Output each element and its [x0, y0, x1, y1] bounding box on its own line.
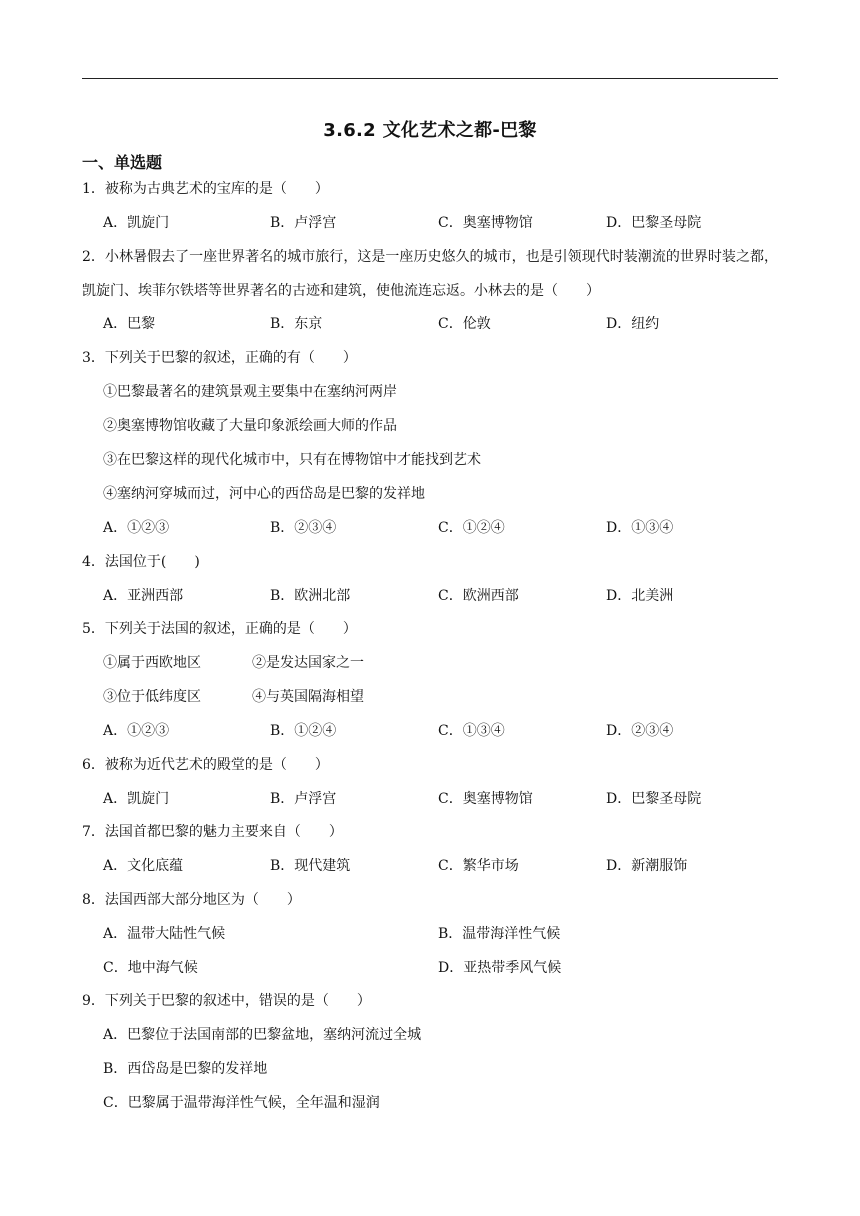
page-title: 3.6.2 文化艺术之都-巴黎	[323, 120, 537, 141]
q5-statement-2: ②是发达国家之一	[252, 655, 364, 671]
q4-option-c[interactable]: C．欧洲西部	[438, 588, 519, 604]
q5-option-b[interactable]: B．①②④	[270, 723, 337, 739]
q9-option-b[interactable]: B．西岱岛是巴黎的发祥地	[103, 1061, 268, 1077]
q1-option-b[interactable]: B．卢浮宫	[270, 215, 337, 231]
q2-option-d[interactable]: D．纽约	[606, 316, 660, 332]
question-4-stem: 4．法国位于( )	[82, 554, 200, 570]
q1-option-d[interactable]: D．巴黎圣母院	[606, 215, 702, 231]
q5-option-d[interactable]: D．②③④	[606, 723, 674, 739]
q7-option-b[interactable]: B．现代建筑	[270, 858, 351, 874]
q5-statement-4: ④与英国隔海相望	[252, 689, 364, 705]
q3-option-a[interactable]: A．①②③	[103, 520, 170, 536]
q1-option-a[interactable]: A．凯旋门	[103, 215, 170, 231]
q8-option-a[interactable]: A．温带大陆性气候	[103, 926, 226, 942]
question-8-stem: 8．法国西部大部分地区为（ ）	[82, 892, 301, 908]
q4-option-a[interactable]: A．亚洲西部	[103, 588, 184, 604]
q3-option-c[interactable]: C．①②④	[438, 520, 505, 536]
question-9-stem: 9．下列关于巴黎的叙述中，错误的是（ ）	[82, 993, 371, 1009]
q3-option-d[interactable]: D．①③④	[606, 520, 674, 536]
q8-option-d[interactable]: D．亚热带季风气候	[438, 960, 562, 976]
q6-option-c[interactable]: C．奥塞博物馆	[438, 791, 533, 807]
section-heading: 一、单选题	[82, 153, 163, 172]
q3-statement-1: ①巴黎最著名的建筑景观主要集中在塞纳河两岸	[103, 384, 397, 400]
q1-option-c[interactable]: C．奥塞博物馆	[438, 215, 533, 231]
question-5-stem: 5．下列关于法国的叙述，正确的是（ ）	[82, 621, 357, 637]
question-2-stem: 2．小林暑假去了一座世界著名的城市旅行，这是一座历史悠久的城市，也是引领现代时装潮流的世界时装之都，凯旋门、埃菲尔铁塔等世界著名的古迹和建筑，使他流连忘返。小林去的是（ ）	[82, 249, 778, 299]
q2-option-a[interactable]: A．巴黎	[103, 316, 156, 332]
q3-statement-3: ③在巴黎这样的现代化城市中，只有在博物馆中才能找到艺术	[103, 452, 481, 468]
question-1-stem: 1．被称为古典艺术的宝库的是（ ）	[82, 181, 329, 197]
q7-option-d[interactable]: D．新潮服饰	[606, 858, 688, 874]
q6-option-b[interactable]: B．卢浮宫	[270, 791, 337, 807]
q5-option-c[interactable]: C．①③④	[438, 723, 505, 739]
q4-option-b[interactable]: B．欧洲北部	[270, 588, 351, 604]
q2-option-c[interactable]: C．伦敦	[438, 316, 491, 332]
question-3-stem: 3．下列关于巴黎的叙述，正确的有（ ）	[82, 350, 357, 366]
question-7-stem: 7．法国首都巴黎的魅力主要来自（ ）	[82, 824, 343, 840]
q5-statement-3: ③位于低纬度区	[103, 689, 201, 705]
header-rule	[82, 78, 778, 79]
q2-option-b[interactable]: B．东京	[270, 316, 323, 332]
q9-option-c[interactable]: C．巴黎属于温带海洋性气候，全年温和湿润	[103, 1095, 380, 1111]
q4-option-d[interactable]: D．北美洲	[606, 588, 674, 604]
q9-option-a[interactable]: A．巴黎位于法国南部的巴黎盆地，塞纳河流过全城	[103, 1027, 422, 1043]
q7-option-c[interactable]: C．繁华市场	[438, 858, 519, 874]
q8-option-b[interactable]: B．温带海洋性气候	[438, 926, 561, 942]
question-6-stem: 6．被称为近代艺术的殿堂的是（ ）	[82, 757, 329, 773]
q5-statement-1: ①属于西欧地区	[103, 655, 201, 671]
q3-option-b[interactable]: B．②③④	[270, 520, 337, 536]
q3-statement-4: ④塞纳河穿城而过，河中心的西岱岛是巴黎的发祥地	[103, 486, 425, 502]
q6-option-a[interactable]: A．凯旋门	[103, 791, 170, 807]
q6-option-d[interactable]: D．巴黎圣母院	[606, 791, 702, 807]
q3-statement-2: ②奥塞博物馆收藏了大量印象派绘画大师的作品	[103, 418, 397, 434]
q7-option-a[interactable]: A．文化底蕴	[103, 858, 184, 874]
q8-option-c[interactable]: C．地中海气候	[103, 960, 198, 976]
q5-option-a[interactable]: A．①②③	[103, 723, 170, 739]
